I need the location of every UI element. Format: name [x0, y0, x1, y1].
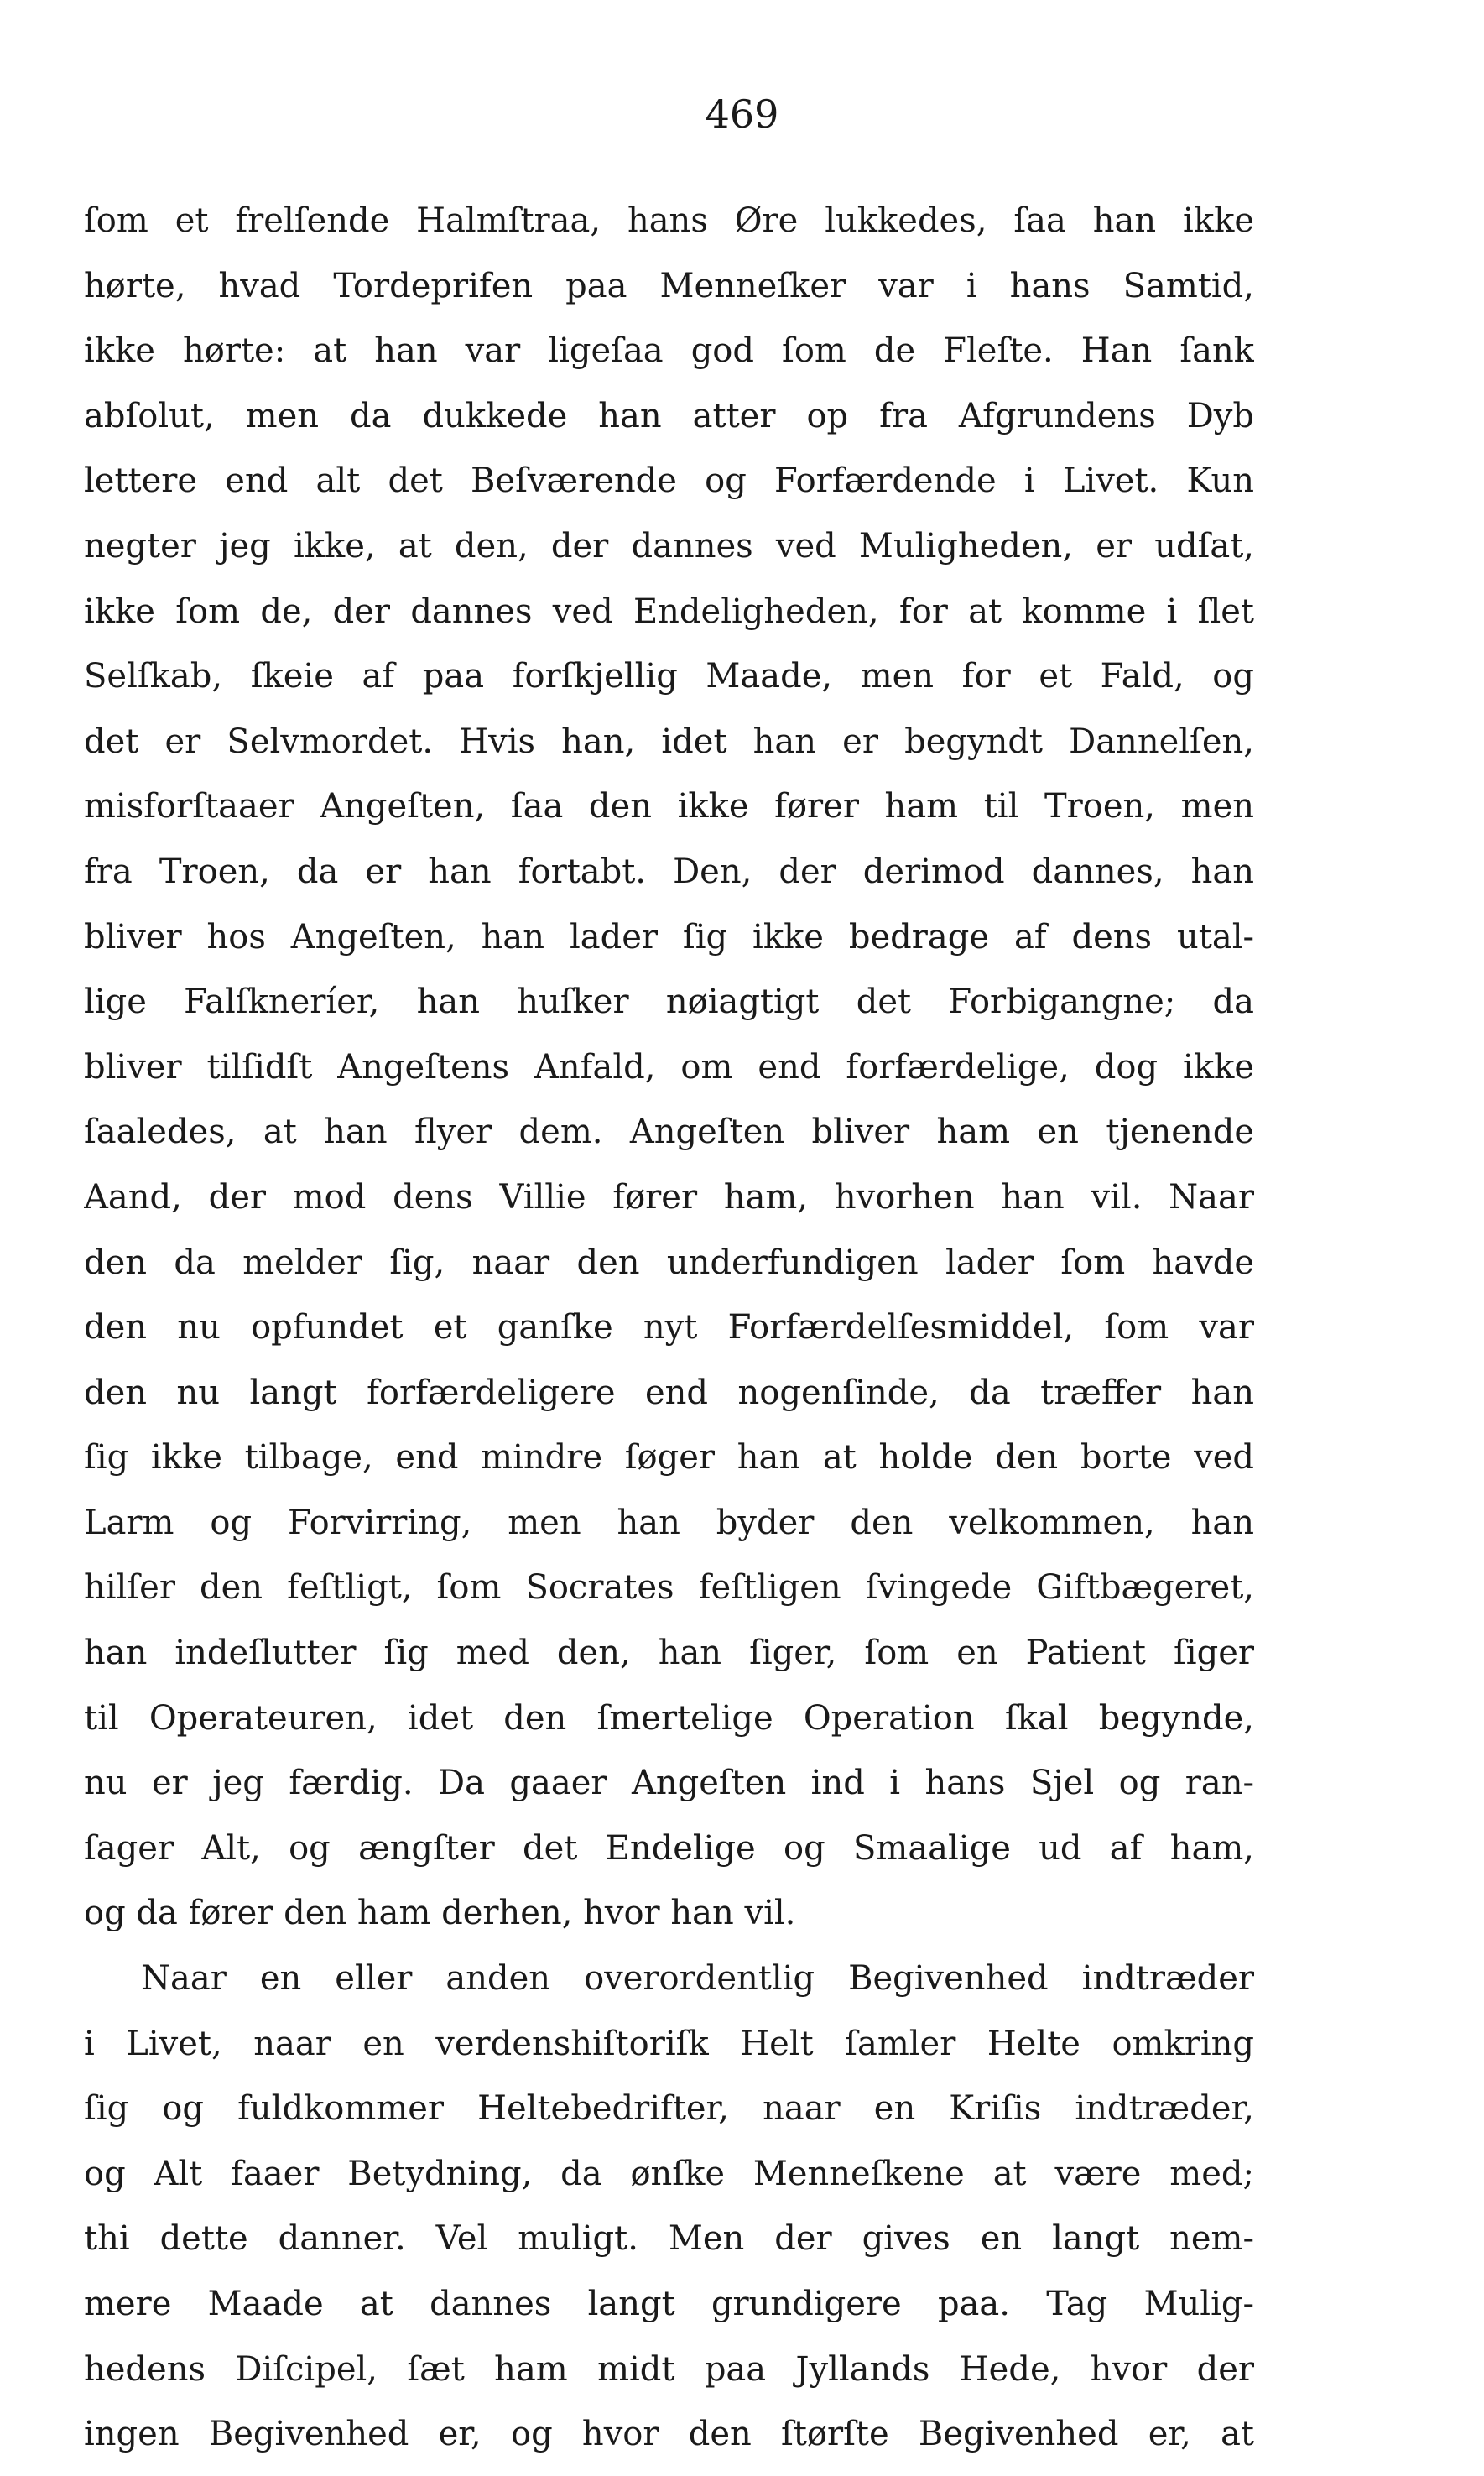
text-line: bliver tilſidſt Angeſtens Anfald, om end forfærdelige, dog ikke	[84, 1047, 1254, 1087]
text-line: han indeſlutter ſig med den, han ſiger, ſom en Patient ſiger	[84, 1634, 1254, 1673]
text-line: ingen Begivenhed er, og hvor den ſtørſte Begivenhed er, at	[84, 2415, 1254, 2454]
text-line: ſom et frelſende Halmſtraa, hans Øre lukkedes, ſaa han ikke	[84, 201, 1254, 240]
text-line: ſaaledes, at han flyer dem. Angeſten bliver ham en tjenende	[84, 1113, 1254, 1152]
text-line: hilſer den feſtligt, ſom Socrates feſtligen ſvingede Giftbægeret,	[84, 1568, 1254, 1608]
text-line: den nu langt forfærdeligere end nogenſinde, da træffer han	[84, 1373, 1254, 1412]
text-line: Selſkab, ſkeie af paa forſkjellig Maade, men for et Fald, og	[84, 657, 1254, 696]
text-line: ſig ikke tilbage, end mindre ſøger han at holde den borte ved	[84, 1438, 1254, 1478]
text-line: hedens Diſcipel, ſæt ham midt paa Jyllands Hede, hvor der	[84, 2349, 1254, 2389]
text-line: ſager Alt, og ængſter det Endelige og Smaalige ud af ham,	[84, 1828, 1254, 1868]
text-line: i Livet, naar en verdenshiſtoriſk Helt ſamler Helte omkring	[84, 2024, 1254, 2063]
text-line: bliver hos Angeſten, han lader ſig ikke bedrage af dens utal-	[84, 917, 1254, 957]
body-text	[84, 195, 1254, 2473]
text-line: Aand, der mod dens Villie fører ham, hvorhen han vil. Naar	[84, 1177, 1254, 1217]
paragraph-start-line: Naar en eller anden overordentlig Begivenhed indtræder	[141, 1959, 1254, 1999]
text-line: ikke ſom de, der dannes ved Endeligheden, for at komme i ſlet	[84, 592, 1254, 631]
text-line: til Operateuren, idet den ſmertelige Operation ſkal begynde,	[84, 1698, 1254, 1738]
text-line: og Alt faaer Betydning, da ønſke Menneſkene at være med;	[84, 2154, 1254, 2193]
text-line: det er Selvmordet. Hvis han, idet han er begyndt Dannelſen,	[84, 722, 1254, 761]
paragraph-end-line: og da fører den ham derhen, hvor han vil.	[84, 1894, 796, 1933]
text-line: mere Maade at dannes langt grundigere paa. Tag Mulig-	[84, 2285, 1254, 2323]
text-line: thi dette danner. Vel muligt. Men der gives en langt nem-	[84, 2219, 1254, 2259]
text-line: lettere end alt det Beſværende og Forfærdende i Livet. Kun	[84, 461, 1254, 501]
text-line: abſolut, men da dukkede han atter op fra Afgrundens Dyb	[84, 396, 1254, 435]
text-line: ikke hørte: at han var ligeſaa god ſom de Fleſte. Han ſank	[84, 331, 1254, 371]
text-line: den da melder ſig, naar den underfundigen lader ſom havde	[84, 1243, 1254, 1282]
text-line: misforſtaaer Angeſten, ſaa den ikke fører ham til Troen, men	[84, 787, 1254, 826]
text-line: Larm og Forvirring, men han byder den velkommen, han	[84, 1503, 1254, 1542]
text-line: negter jeg ikke, at den, der dannes ved Muligheden, er udſat,	[84, 526, 1254, 566]
text-line: nu er jeg færdig. Da gaaer Angeſten ind i hans Sjel og ran-	[84, 1764, 1254, 1803]
text-line: fra Troen, da er han fortabt. Den, der derimod dannes, han	[84, 852, 1254, 891]
text-line: den nu opfundet et ganſke nyt Forfærdelſesmiddel, ſom var	[84, 1308, 1254, 1347]
page-number: 469	[705, 91, 779, 137]
text-line: ſig og fuldkommer Heltebedrifter, naar en Kriſis indtræder,	[84, 2089, 1254, 2129]
text-line: hørte, hvad Tordeprifen paa Menneſker var i hans Samtid,	[84, 266, 1254, 305]
text-line: lige Falſkneríer, han huſker nøiagtigt det Forbigangne; da	[84, 983, 1254, 1022]
